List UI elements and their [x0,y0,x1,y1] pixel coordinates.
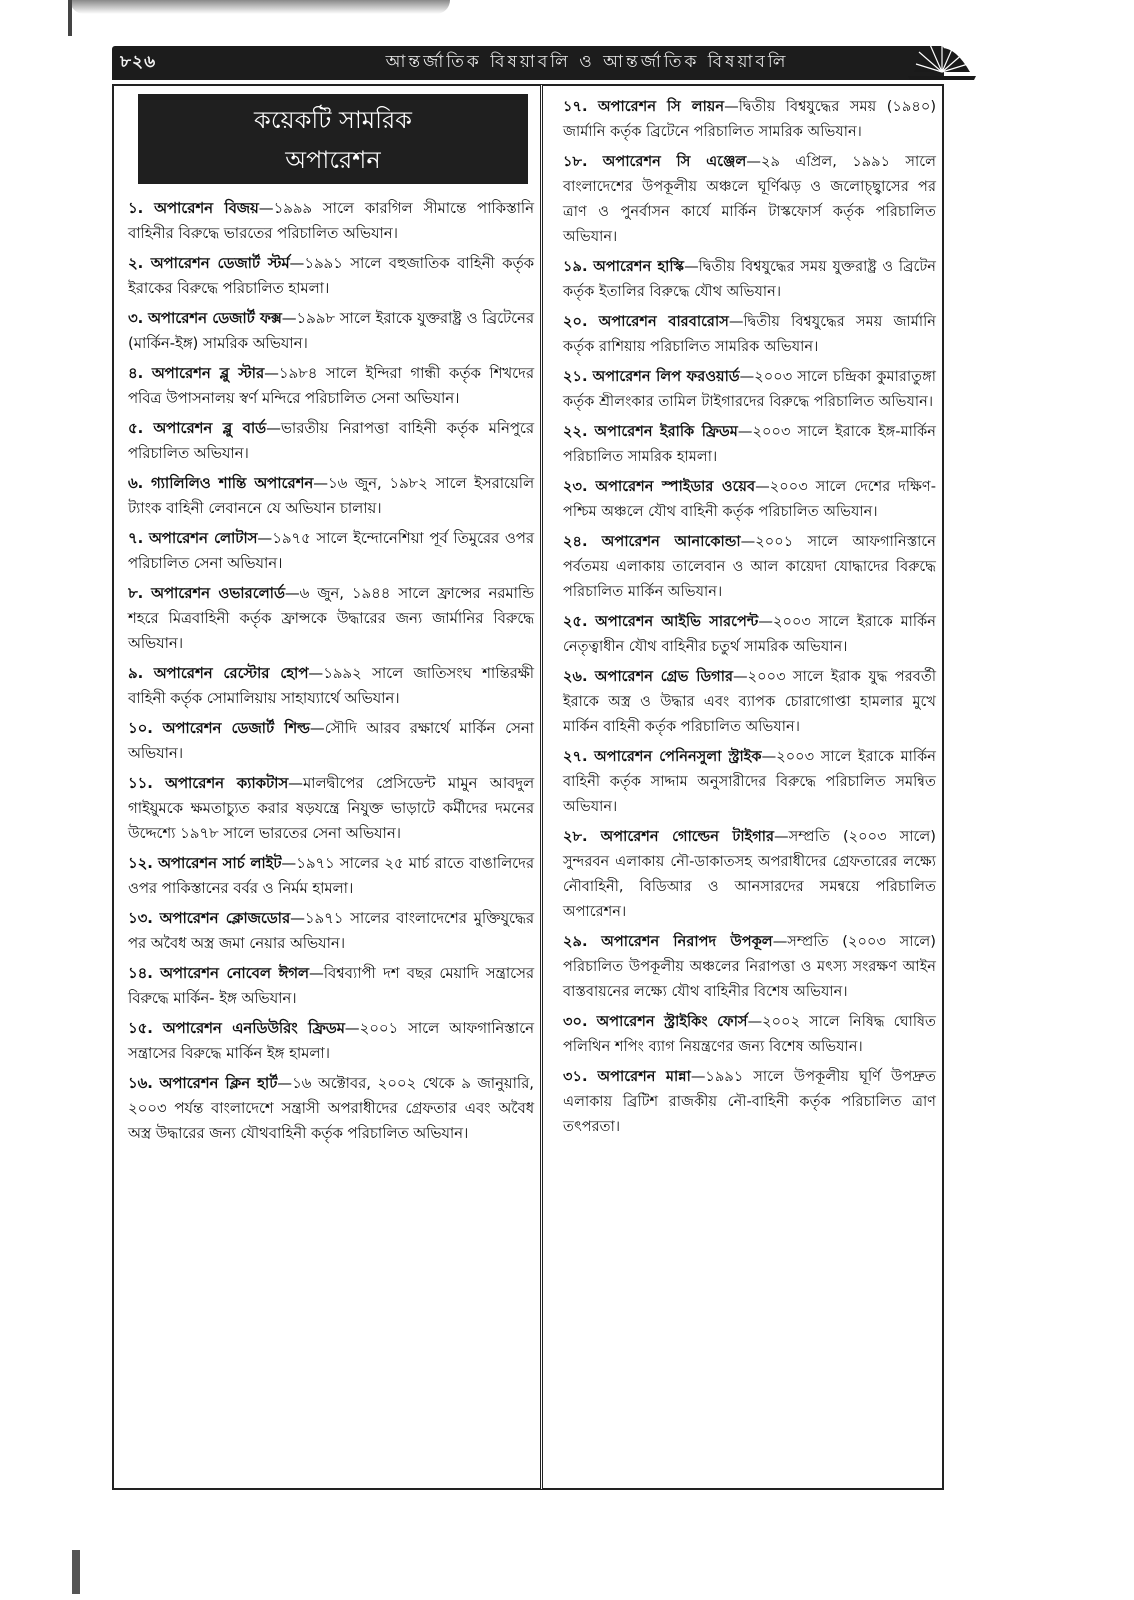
entry-number: ২৮. [563,828,588,845]
entry-title: অপারেশন এনডিউরিং ফ্রিডম [162,1020,345,1037]
entry-title: গ্যালিলিও শান্তি অপারেশন [150,475,314,492]
operation-entry [563,529,936,604]
operation-entry [128,416,534,466]
entry-number: ১৭. [563,98,588,115]
section-heading-line1: কয়েকটি সামরিক [254,106,412,134]
operation-entry [128,581,534,656]
entry-number: ১০. [128,720,153,737]
entry-description: —১৯৯১ সালে উপকূলীয় ঘূর্ণি উপদ্রুত এলাকায় ব্রিটিশ রাজকীয় নৌ-বাহিনী কর্তৃক পরিচালিত ত্রাণ তৎপরতা। [563,1068,936,1135]
entry-title: অপারেশন ডেজার্ট শিল্ড [162,720,310,737]
entry-description: —২০০৩ সালে চন্দ্রিকা কুমারাতুঙ্গা কর্তৃক শ্রীলংকার তামিল টাইগারদের বিরুদ্ধে পরিচালিত অভিযান। [563,368,937,410]
entry-description: —১৯৭১ সালের ২৫ মার্চ রাতে বাঙালিদের ওপর পাকিস্তানের বর্বর ও নির্মম হামলা। [128,855,534,897]
entry-number: ২৬. [563,668,588,685]
operation-entry [563,309,936,359]
book-emblem-icon [904,20,980,82]
entry-number: ১৪. [128,965,153,982]
entry-title: অপারেশন ব্লু স্টার [151,365,265,382]
operation-entry [563,474,936,524]
operation-entry [128,361,534,411]
entry-number: ১১. [128,775,153,792]
entry-number: ২৫. [563,613,588,630]
operation-entry [128,851,534,901]
entry-number: ৫. [128,420,144,437]
entry-description: —মালদ্বীপের প্রেসিডেন্ট মামুন আবদুল গাইয়ুমকে ক্ষমতাচ্যুত করার ষড়যন্ত্রে নিযুক্ত ভাড়াটে কর্মীদের দমনের উদ্দেশ্যে ১৯৭৮ সালে ভারতের সেনা অভিযান। [128,775,534,842]
entry-title: অপারেশন পেনিনসুলা স্ট্রাইক [594,748,762,765]
entry-title: অপারেশন ক্যাকটাস [165,775,289,792]
entry-title: অপারেশন সার্চ লাইট [158,855,282,872]
entry-title: অপারেশন লোটাস [148,530,258,547]
entry-number: ১৮. [563,153,588,170]
entry-number: ৮. [128,585,144,602]
entry-number: ২০. [563,313,588,330]
content-area [112,84,944,1490]
entry-number: ১৩. [128,910,153,927]
entry-number: ২৩. [563,478,588,495]
operation-entry [563,364,936,414]
entry-title: অপারেশন ওভারলোর্ড [151,585,285,602]
entry-description: —দ্বিতীয় বিশ্বযুদ্ধের সময় (১৯৪০) জার্মানি কর্তৃক ব্রিটেনে পরিচালিত সামরিক অভিযান। [563,98,937,140]
entry-title: অপারেশন স্ট্রাইকিং ফোর্স [596,1013,748,1030]
operation-entry [563,1009,936,1059]
scan-shadow-bottom [72,1550,80,1594]
entry-number: ২১. [563,368,588,385]
operation-entry [563,664,936,739]
entry-description: —ভারতীয় নিরাপত্তা বাহিনী কর্তৃক মনিপুরে পরিচালিত অভিযান। [128,420,534,462]
entry-number: ১৯. [563,258,588,275]
entry-title: অপারেশন ক্লোজডোর [159,910,291,927]
entry-description: —২০০৩ সালে ইরাকে মার্কিন বাহিনী কর্তৃক সাদ্দাম অনুসারীদের বিরুদ্ধে পরিচালিত সমন্বিত অভিযান। [563,748,937,815]
entry-description: —২০০৩ সালে ইরাকে ইঙ্গ-মার্কিন পরিচালিত সামরিক হামলা। [563,423,936,465]
right-column [540,84,944,1490]
entry-title: অপারেশন গোল্ডেন টাইগার [600,828,775,845]
entry-title: অপারেশন ব্লু বার্ড [153,420,267,437]
section-heading [138,94,528,184]
entry-number: ২৪. [563,533,588,550]
entry-title: অপারেশন সি এঞ্জেল [602,153,747,170]
entry-description: —২০০৩ সালে ইরাক যুদ্ধ পরবর্তী ইরাকে অস্ত্র ও উদ্ধার এবং ব্যাপক চোরাগোপ্তা হামলার মুখে মার্কিন বাহিনী কর্তৃক পরিচালিত অভিযান। [563,668,936,735]
entry-description: —২০০২ সালে নিষিদ্ধ ঘোষিত পলিথিন শপিং ব্যাগ নিয়ন্ত্রণের জন্য বিশেষ অভিযান। [563,1013,937,1055]
entry-title: অপারেশন সি লায়ন [598,98,725,115]
entry-description: —২০০১ সালে আফগানিস্তানে পর্বতময় এলাকায় তালেবান ও আল কায়েদা যোদ্ধাদের বিরুদ্ধে পরিচালিত মার্কিন অভিযান। [563,533,936,600]
entry-description: —২৯ এপ্রিল, ১৯৯১ সালে বাংলাদেশের উপকূলীয় অঞ্চলে ঘূর্ণিঝড় ও জলোচ্ছ্বাসের পর ত্রাণ ও পুনর্বাসন কার্যে মার্কিন টাস্কফোর্স কর্তৃক পরিচালিত অভিযান। [563,153,936,245]
entry-description: —১৬ অক্টোবর, ২০০২ থেকে ৯ জানুয়ারি, ২০০৩ পর্যন্ত বাংলাদেশে সন্ত্রাসী অপরাধীদের গ্রেফতার এবং অবৈধ অস্ত্র উদ্ধারের জন্য যৌথবাহিনী কর্তৃক পরিচালিত অভিযান। [128,1075,534,1142]
entry-description: —২০০৩ সালে ইরাকে মার্কিন নেতৃত্বাধীন যৌথ বাহিনীর চতুর্থ সামরিক অভিযান। [563,613,937,655]
entry-description: —বিশ্বব্যাপী দশ বছর মেয়াদি সন্ত্রাসের বিরুদ্ধে মার্কিন- ইঙ্গ অভিযান। [128,965,534,1007]
entry-title: অপারেশন আনাকোন্ডা [601,533,741,550]
entry-description: —১৯৭৫ সালে ইন্দোনেশিয়া পূর্ব তিমুরের ওপর পরিচালিত সেনা অভিযান। [128,530,534,572]
entry-number: ৩০. [563,1013,588,1030]
operation-entry [128,471,534,521]
operation-entry [128,906,534,956]
operation-entry [128,1016,534,1066]
operation-entry [563,1064,936,1139]
entry-title: অপারেশন ডেজার্ট ফক্স [148,310,282,327]
entry-description: —২০০৩ সালে দেশের দক্ষিণ-পশ্চিম অঞ্চলে যৌথ বাহিনী কর্তৃক পরিচালিত অভিযান। [563,478,937,520]
entry-description: —সম্প্রতি (২০০৩ সালে) সুন্দরবন এলাকায় নৌ-ডাকাতসহ অপরাধীদের গ্রেফতারের লক্ষ্যে নৌবাহিনী, বিডিআর ও আনসারদের সমন্বয়ে পরিচালিত অপারেশন। [563,828,936,920]
operation-entry [563,254,936,304]
operation-entry [563,609,936,659]
scan-shadow-left [68,0,72,36]
entry-description: —১৯৯৯ সালে কারগিল সীমান্তে পাকিস্তানি বাহিনীর বিরুদ্ধে ভারতের পরিচালিত অভিযান। [128,200,534,242]
entry-number: ৯. [128,665,144,682]
entry-title: অপারেশন ক্লিন হার্ট [159,1075,278,1092]
entry-description: —১৯৯৮ সালে ইরাকে যুক্তরাষ্ট্র ও ব্রিটেনের (মার্কিন-ইঙ্গ) সামরিক অভিযান। [128,310,534,352]
running-title: আন্তর্জাতিক বিষয়াবলি ও আন্তর্জাতিক বিষয়াবলি [385,52,789,72]
entry-description: —সম্প্রতি (২০০৩ সালে) পরিচালিত উপকূলীয় অঞ্চলের নিরাপত্তা ও মৎস্য সংরক্ষণ আইন বাস্তবায়নের লক্ষ্যে যৌথ বাহিনীর বিশেষ অভিযান। [563,933,936,1000]
operation-entry [128,251,534,301]
operation-entry [128,771,534,846]
operation-entry [128,526,534,576]
page-number: ৮২৬ [120,52,157,72]
entry-number: ২৭. [563,748,588,765]
operation-entry [563,824,936,924]
entry-number: ৩. [128,310,144,327]
entry-description: —২০০১ সালে আফগানিস্তানে সন্ত্রাসের বিরুদ্ধে মার্কিন ইঙ্গ হামলা। [128,1020,534,1062]
operation-entry [563,149,936,249]
entry-title: অপারেশন স্পাইডার ওয়েব [595,478,756,495]
entry-number: ৪. [128,365,144,382]
operation-entry [128,306,534,356]
entry-title: অপারেশন নিরাপদ উপকূল [601,933,773,950]
entry-description: —সৌদি আরব রক্ষার্থে মার্কিন সেনা অভিযান। [128,720,534,762]
entry-number: ৭. [128,530,144,547]
entry-number: ২. [128,255,144,272]
entry-number: ৬. [128,475,144,492]
entry-description: —১৬ জুন, ১৯৮২ সালে ইসরায়েলি ট্যাংক বাহিনী লেবাননে যে অভিযান চালায়। [128,475,534,517]
scan-shadow-top [70,0,450,14]
operation-entry [563,744,936,819]
operation-entry [563,929,936,1004]
operation-entry [563,94,936,144]
entry-title: অপারেশন মান্না [597,1068,691,1085]
entry-title: অপারেশন ডেজার্ট স্টর্ম [150,255,290,272]
entry-description: —১৯৯১ সালে বহুজাতিক বাহিনী কর্তৃক ইরাকের বিরুদ্ধে পরিচালিত হামলা। [128,255,534,297]
operation-entry [128,661,534,711]
entry-description: —দ্বিতীয় বিশ্বযুদ্ধের সময় যুক্তরাষ্ট্র ও ব্রিটেন কর্তৃক ইতালির বিরুদ্ধে যৌথ অভিযান। [563,258,937,300]
page-header [112,46,944,80]
entry-description: —দ্বিতীয় বিশ্বযুদ্ধের সময় জার্মানি কর্তৃক রাশিয়ায় পরিচালিত সামরিক অভিযান। [563,313,936,355]
entry-title: অপারেশন বিজয় [154,200,259,217]
entry-title: অপারেশন ইরাকি ফ্রিডম [594,423,738,440]
entry-number: ২৯. [563,933,588,950]
entry-title: অপারেশন আইভি সারপেন্ট [595,613,759,630]
entry-number: ১২. [128,855,153,872]
operation-entry [128,196,534,246]
entry-title: অপারেশন গ্রেভ ডিগার [594,668,734,685]
entry-description: —১৯৮৪ সালে ইন্দিরা গান্ধী কর্তৃক শিখদের পবিত্র উপাসনালয় স্বর্ণ মন্দিরে পরিচালিত সেনা অভিযান। [128,365,534,407]
entry-title: অপারেশন বারবারোস [598,313,729,330]
entry-description: —৬ জুন, ১৯৪৪ সালে ফ্রান্সের নরমান্ডি শহরে মিত্রবাহিনী কর্তৃক ফ্রান্সকে উদ্ধারের জন্য জার্মানির বিরুদ্ধে অভিযান। [128,585,534,652]
entry-number: ৩১. [563,1068,588,1085]
entry-description: —১৯৭১ সালের বাংলাদেশের মুক্তিযুদ্ধের পর অবৈধ অস্ত্র জমা নেয়ার অভিযান। [128,910,534,952]
entry-title: অপারেশন হাস্কি [593,258,685,275]
operation-entry [128,716,534,766]
entry-number: ১৫. [128,1020,153,1037]
section-heading-line2: অপারেশন [285,146,381,174]
entry-title: অপারেশন নোবেল ঈগল [160,965,309,982]
entry-number: ১৬. [128,1075,153,1092]
entry-number: ১. [128,200,144,217]
entry-title: অপারেশন রেস্টোর হোপ [153,665,309,682]
left-column [112,84,540,1490]
entry-title: অপারেশন লিপ ফরওয়ার্ড [592,368,740,385]
entry-description: —১৯৯২ সালে জাতিসংঘ শান্তিরক্ষী বাহিনী কর্তৃক সোমালিয়ায় সাহায্যার্থে অভিযান। [128,665,534,707]
operation-entry [128,1071,534,1146]
operation-entry [563,419,936,469]
operation-entry [128,961,534,1011]
entry-number: ২২. [563,423,588,440]
